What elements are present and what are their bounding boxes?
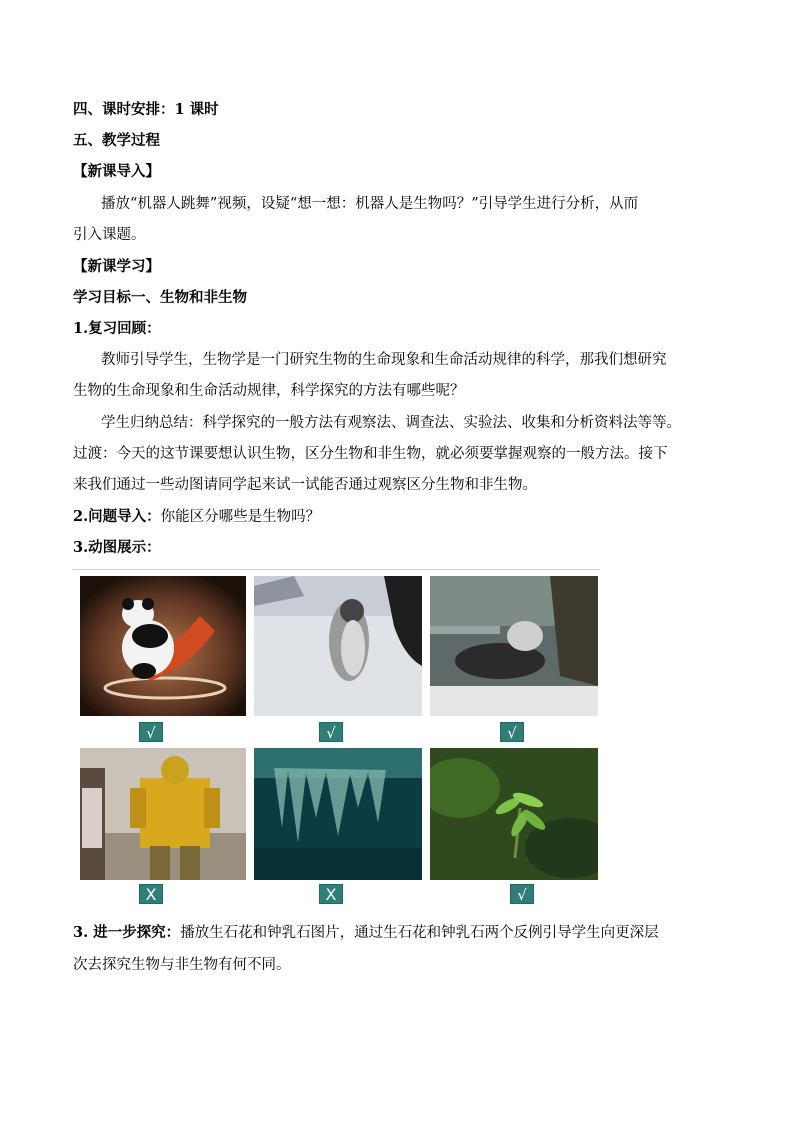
further-label: 3. 进一步探究： [73, 924, 181, 941]
goal-heading: 学习目标一、生物和非生物 [73, 289, 247, 306]
schedule-heading: 四、课时安排：1 课时 [73, 101, 219, 118]
review-p2-line1: 学生归纳总结：科学探究的一般方法有观察法、调查法、实验法、收集和分析资料法等等。 [101, 415, 681, 431]
question-label: 2.问题导入： [73, 508, 161, 525]
review-p1-line2: 生物的生命现象和生命活动规律，科学探究的方法有哪些呢？ [73, 383, 465, 399]
review-p2-line3: 来我们通过一些动图请同学起来试一试能否通过观察区分生物和非生物。 [73, 477, 537, 493]
gif-label: 3.动图展示： [73, 539, 161, 556]
review-label: 1.复习回顾： [73, 320, 161, 337]
check-mark-icon: √ [139, 722, 163, 742]
review-p2-line2: 过渡：今天的这节课要想认识生物，区分生物和非生物，就必须要掌握观察的一般方法。接下 [73, 446, 668, 462]
sea-otter-image [430, 576, 598, 716]
intro-text-line1: 播放“机器人跳舞”视频，设疑“想一想：机器人是生物吗？”引导学生进行分析，从而 [101, 196, 639, 212]
question-text: 你能区分哪些是生物吗？ [160, 509, 321, 525]
further-line2: 次去探究生物与非生物有何不同。 [73, 957, 291, 973]
question-line [73, 507, 320, 527]
divider [73, 569, 600, 570]
robot-image [80, 748, 246, 880]
mimosa-image [430, 748, 598, 880]
check-mark-icon: √ [500, 722, 524, 742]
process-heading: 五、教学过程 [73, 132, 160, 149]
cross-mark-icon: X [139, 884, 163, 904]
check-mark-icon: √ [510, 884, 534, 904]
stalactite-image [254, 748, 422, 880]
cross-mark-icon: X [319, 884, 343, 904]
panda-image [80, 576, 246, 716]
review-p1-line1: 教师引导学生，生物学是一门研究生物的生命现象和生命活动规律的科学，那我们想研究 [101, 352, 667, 368]
further-line1 [73, 923, 659, 943]
further-text: 播放生石花和钟乳石图片，通过生石花和钟乳石两个反例引导学生向更深层 [180, 925, 659, 941]
intro-section-heading: 【新课导入】 [73, 163, 160, 180]
check-mark-icon: √ [319, 722, 343, 742]
new-section-heading: 【新课学习】 [73, 258, 160, 275]
penguin-image [254, 576, 422, 716]
intro-text-line2: 引入课题。 [73, 227, 146, 243]
